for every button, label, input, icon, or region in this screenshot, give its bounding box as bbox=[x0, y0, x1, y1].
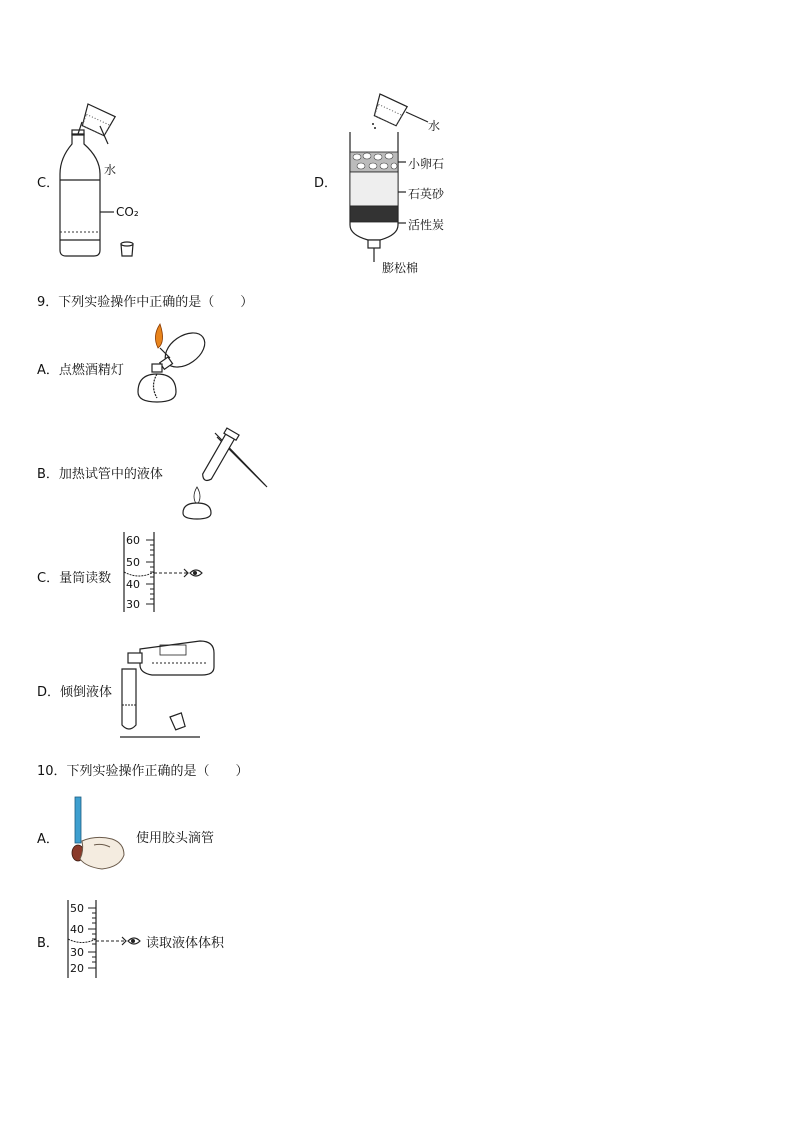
activated-carbon-label: 活性炭 bbox=[408, 218, 445, 232]
bottle-co2-figure bbox=[60, 100, 170, 265]
quartz-sand-label: 石英砂 bbox=[408, 187, 445, 201]
alcohol-lamp-ignite-figure bbox=[130, 320, 220, 412]
tick-label: 40 bbox=[126, 578, 140, 591]
q8-option-d-label: D． bbox=[314, 176, 338, 191]
q10-option-b-text: 读取液体体积 bbox=[146, 936, 225, 951]
tick-label: 40 bbox=[70, 923, 84, 936]
heating-test-tube-figure bbox=[175, 425, 270, 520]
q9-stem: 9．下列实验操作中正确的是（ ） bbox=[37, 295, 254, 310]
q9-option-b: B．加热试管中的液体 bbox=[37, 467, 163, 482]
tick-label: 60 bbox=[126, 534, 140, 547]
water-label-d: 水 bbox=[428, 119, 441, 133]
water-label-c: 水 bbox=[104, 163, 117, 177]
co2-label: CO₂ bbox=[116, 205, 139, 219]
water-filter-figure bbox=[340, 90, 460, 270]
q8-option-c-label: C． bbox=[37, 176, 60, 191]
tick-label: 50 bbox=[70, 902, 84, 915]
q9-option-d: D．倾倒液体 bbox=[37, 685, 113, 700]
tick-label: 30 bbox=[126, 598, 140, 611]
q9-option-a: A．点燃酒精灯 bbox=[37, 363, 124, 378]
cotton-label: 膨松棉 bbox=[382, 261, 419, 275]
q9-option-c: C．量筒读数 bbox=[37, 571, 112, 586]
tick-label: 30 bbox=[70, 946, 84, 959]
cylinder-reading-figure-b bbox=[62, 898, 152, 980]
q10-option-a-text: 使用胶头滴管 bbox=[136, 831, 215, 846]
q10-option-b-letter: B． bbox=[37, 936, 59, 951]
dropper-hand-figure bbox=[66, 795, 132, 875]
q10-option-a-letter: A． bbox=[37, 832, 59, 847]
pebbles-label: 小卵石 bbox=[408, 157, 445, 171]
tick-label: 20 bbox=[70, 962, 84, 975]
pouring-liquid-figure bbox=[118, 633, 218, 741]
tick-label: 50 bbox=[126, 556, 140, 569]
cylinder-reading-figure bbox=[118, 528, 208, 613]
q10-stem: 10．下列实验操作正确的是（ ） bbox=[37, 764, 249, 779]
